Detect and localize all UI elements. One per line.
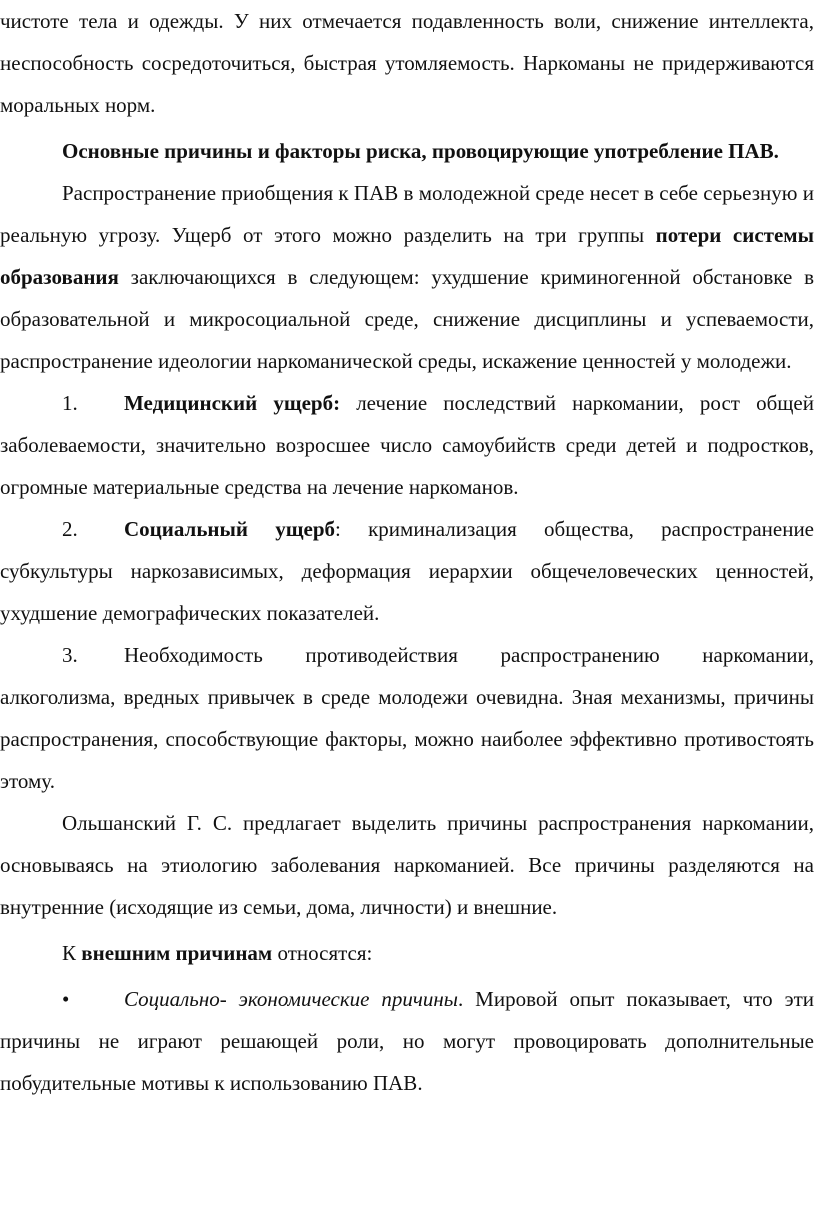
- paragraph-threat-part2: заключающихся в следующем: ухудшение криминогенной обстановке в образовательной и микросоциальной среде, снижение дисциплины и успеваемости, распространение идеологии наркоманической среды, искажение ценностей у молодежи.: [0, 265, 814, 373]
- bullet-item-socioeconomic: [0, 978, 814, 1104]
- list-item-title: Медицинский ущерб:: [124, 391, 341, 415]
- list-item-number: 3.: [62, 643, 78, 667]
- section-heading: [0, 130, 814, 172]
- bullet-item-title: Социально- экономические причины: [124, 987, 459, 1011]
- bullet-icon: •: [62, 987, 70, 1011]
- bullet-item-text: . Мировой опыт показывает, что эти причины не играют решающей роли, но могут провоцировать дополнительные побудительные мотивы к использованию ПАВ.: [0, 987, 814, 1095]
- external-causes-term: внешним причинам: [81, 941, 273, 965]
- list-item-title: Социальный ущерб: [124, 517, 336, 541]
- list-item-number: 1.: [62, 391, 78, 415]
- list-item-number: 2.: [62, 517, 78, 541]
- paragraph-external-causes: [0, 932, 814, 974]
- list-item-text: лечение последствий наркомании, рост общей заболеваемости, значительно возросшее число самоубийств среди детей и подростков, огромные материальные средства на лечение наркоманов.: [0, 391, 814, 499]
- external-causes-prefix: К: [62, 941, 82, 965]
- section-heading-text: Основные причины и факторы риска, провоцирующие употребление ПАВ.: [62, 139, 779, 163]
- paragraph-threat: [0, 172, 814, 382]
- list-item-medical: [0, 382, 814, 508]
- paragraph-olshansky: Ольшанский Г. С. предлагает выделить причины распространения наркомании, основываясь на этиологию заболевания наркоманией. Все причины разделяются на внутренние (исходящие из семьи, дома, личности) и внешние.: [0, 811, 814, 919]
- list-item-counteraction: [0, 634, 814, 802]
- list-item-text: Необходимость противодействия распространению наркомании, алкоголизма, вредных привычек в среде молодежи очевидна. Зная механизмы, причины распространения, способствующие факторы, можно наиболее эффективно противостоять этому.: [0, 643, 814, 793]
- paragraph-intro: чистоте тела и одежды. У них отмечается подавленность воли, снижение интеллекта, неспособность сосредоточиться, быстрая утомляемость. Наркоманы не придерживаются моральных норм.: [0, 9, 814, 117]
- external-causes-suffix: относятся:: [272, 941, 373, 965]
- paragraph-threat-part1: Распространение приобщения к ПАВ в молодежной среде несет в себе серьезную и реальную угрозу. Ущерб от этого можно разделить на три группы: [0, 181, 814, 247]
- list-item-text: : криминализация общества, распространение субкультуры наркозависимых, деформация иерархии общечеловеческих ценностей, ухудшение демографических показателей.: [0, 517, 814, 625]
- education-loss-term: потери системы образования: [0, 223, 814, 289]
- list-item-social: [0, 508, 814, 634]
